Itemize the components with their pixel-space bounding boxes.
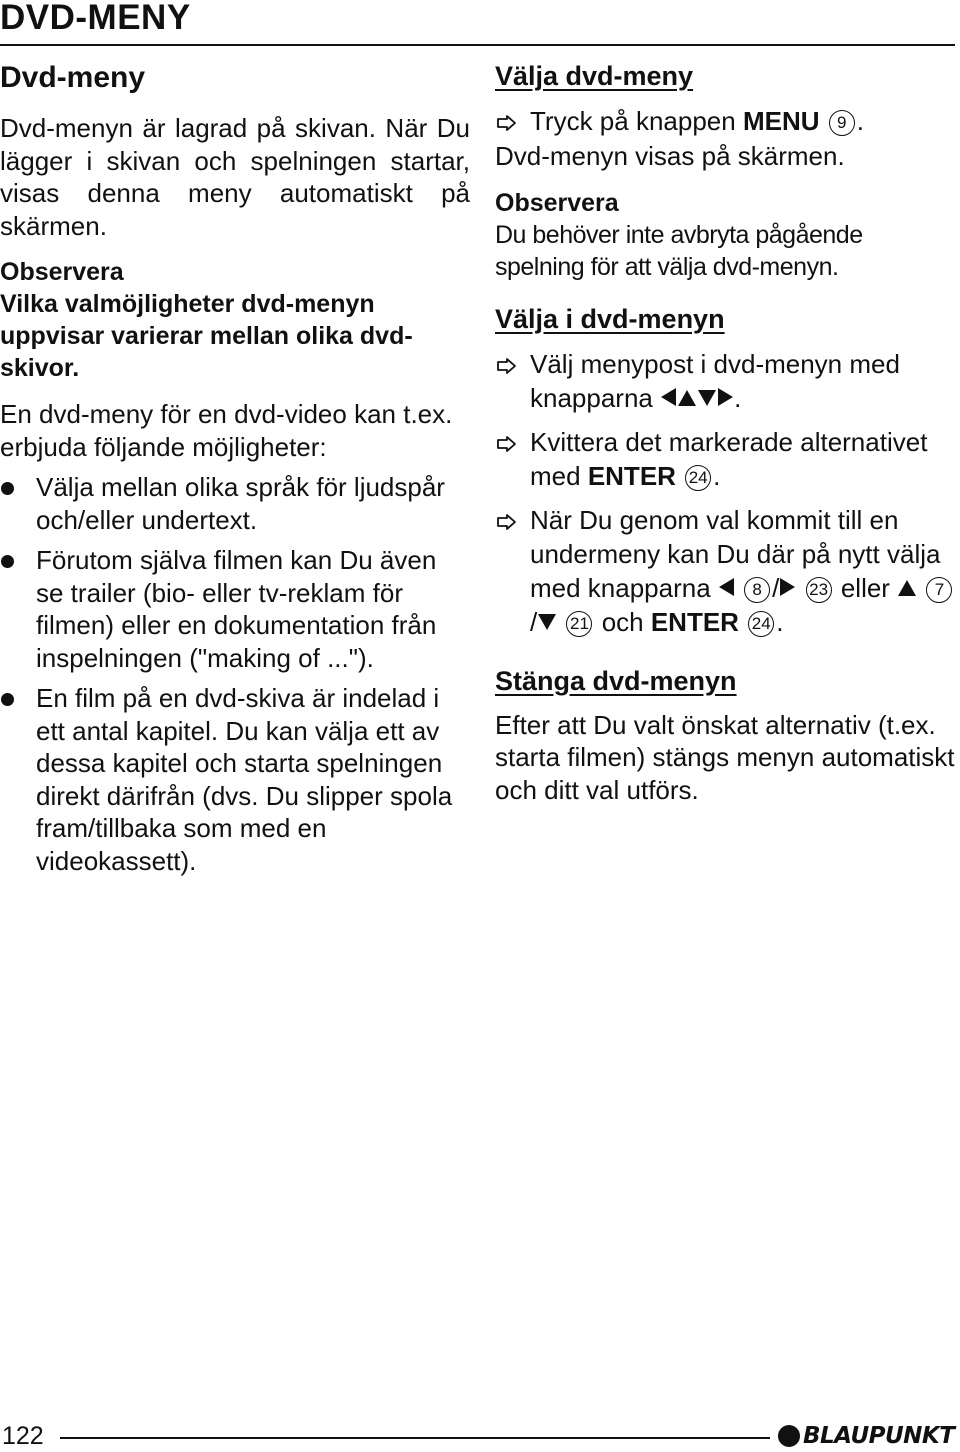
triangle-down-icon — [538, 614, 556, 630]
section-heading-stanga-dvd-menyn: Stänga dvd-menyn — [495, 665, 737, 696]
key-number-badge: 21 — [566, 611, 592, 637]
brand-name: BLAUPUNKT — [803, 1423, 955, 1449]
step-select-item: Välj menypost i dvd-menyn med knapparna . — [495, 347, 957, 415]
right-column — [495, 58, 957, 806]
note-title: Observera — [0, 258, 124, 286]
close-menu-paragraph: Efter att Du valt önskat alternativ (t.ex. starta filmen) stängs menyn automatiskt och ditt val utförs. — [495, 709, 955, 805]
note-body: Du behöver inte avbryta pågående spelning för att välja dvd-menyn. — [495, 220, 863, 281]
left-column — [0, 58, 470, 885]
menu-key-label: MENU — [742, 106, 820, 136]
options-list — [0, 471, 470, 877]
page-title: DVD-MENY — [0, 0, 191, 37]
page-number: 122 — [2, 1422, 44, 1450]
step-arrow-icon — [497, 514, 517, 530]
triangle-right-icon — [780, 578, 795, 596]
example-paragraph: En dvd-meny för en dvd-video kan t.ex. erbjuda följande möjligheter: — [0, 399, 453, 462]
triangle-up-icon — [678, 390, 696, 406]
key-number-badge: 7 — [926, 577, 952, 603]
intro-paragraph: Dvd-menyn är lagrad på skivan. När Du lägger i skivan och spelningen startar, visas denna meny automatiskt på skärmen. — [0, 113, 470, 241]
triangle-down-icon — [698, 390, 716, 406]
step-arrow-icon — [497, 436, 517, 452]
key-number-badge: 9 — [829, 110, 855, 136]
section-heading-valja-dvd-meny: Välja dvd-meny — [495, 61, 694, 91]
triangle-up-icon — [898, 580, 916, 596]
header-divider — [0, 44, 955, 46]
bullet-icon — [1, 693, 14, 706]
section-heading-dvd-meny: Dvd-meny — [0, 61, 146, 94]
list-item: En film på en dvd-skiva är indelad i ett antal kapitel. Du kan välja ett av dessa kapitel och starta spelningen direkt därifrån (dvs. Du slipper spola fram/tillbaka som med en videokassett). — [0, 682, 470, 877]
bullet-icon — [1, 555, 14, 568]
section-heading-valja-i-dvd-menyn: Välja i dvd-menyn — [495, 303, 725, 334]
key-number-badge: 23 — [806, 577, 832, 603]
list-item: Välja mellan olika språk för ljudspår och/eller undertext. — [0, 471, 470, 536]
step-result: Dvd-menyn visas på skärmen. — [495, 141, 845, 171]
triangle-left-icon — [719, 578, 734, 596]
brand-logo — [778, 1423, 954, 1449]
step-confirm: Kvittera det markerade alternativet med ENTER 24 . — [495, 425, 957, 493]
enter-key-label: ENTER — [650, 606, 739, 637]
enter-key-label: ENTER — [587, 460, 676, 491]
step-press-menu: Tryck på knappen MENU 9 . — [495, 104, 957, 138]
triangle-left-icon — [661, 388, 676, 406]
list-item: Förutom själva filmen kan Du även se trailer (bio- eller tv-reklam för filmen) eller en dokumentation från inspelningen ("making of ..."). — [0, 544, 470, 674]
triangle-right-icon — [718, 388, 733, 406]
note-body: Vilka valmöjligheter dvd-menyn uppvisar varierar mellan olika dvd-skivor. — [0, 290, 413, 382]
logo-dot-icon — [778, 1425, 800, 1447]
footer-divider — [60, 1437, 770, 1439]
step-arrow-icon — [497, 115, 517, 131]
note-title: Observera — [495, 188, 619, 217]
bullet-icon — [1, 482, 14, 495]
step-submenu: När Du genom val kommit till en undermeny kan Du där på nytt välja med knapparna 8 / 23 eller 7/ 21 och ENTER 24 . — [495, 503, 957, 639]
key-number-badge: 8 — [744, 577, 770, 603]
key-number-badge: 24 — [748, 611, 774, 637]
key-number-badge: 24 — [685, 465, 711, 491]
step-arrow-icon — [497, 358, 517, 374]
